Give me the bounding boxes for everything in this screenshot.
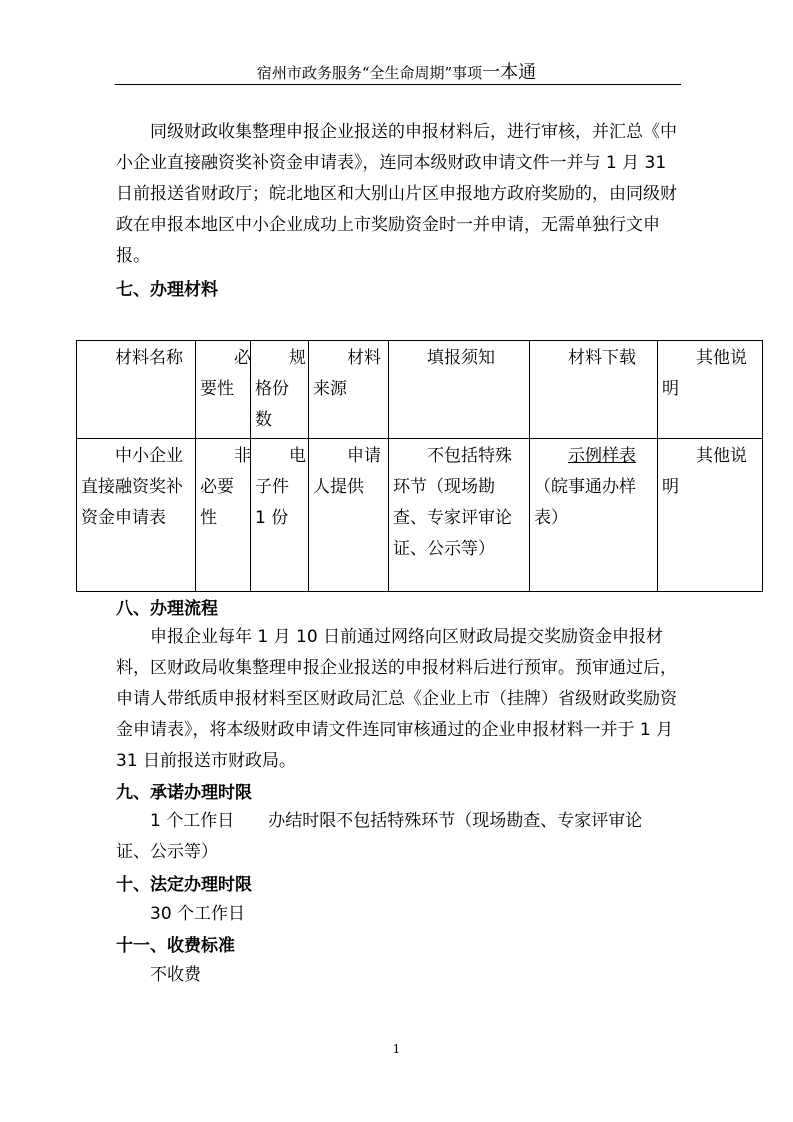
page-number: 1	[392, 1042, 401, 1056]
page-header	[0, 58, 793, 84]
cell-spec: 电子件 1 份	[251, 439, 309, 592]
section-9-line-1: 1 个工作日 办结时限不包括特殊环节（现场勘查、专家评审论	[150, 811, 643, 831]
section-8-heading: 八、办理流程	[116, 599, 218, 619]
section-9-heading: 九、承诺办理时限	[116, 783, 252, 803]
section-9-line-2: 证、公示等）	[116, 842, 218, 862]
header-rule	[115, 84, 681, 85]
intro-paragraph: 同级财政收集整理申报企业报送的申报材料后，进行审核，并汇总《中小企业直接融资奖补资金申请表》，连同本级财政申请文件一并与 1 月 31 日前报送省财政厅；皖北地区和大别山片区申报地方政府奖励的，由同级财政在申报本地区中小企业成功上市奖励资金时一并申请，无需单独行文申报。	[116, 122, 677, 266]
header-cell-necessity: 必要性	[196, 341, 251, 439]
cell-material-name: 中小企业直接融资奖补资金申请表	[77, 439, 196, 592]
header-title: 宿州市政务服务“全生命周期”事项	[256, 64, 483, 82]
table-row	[77, 439, 763, 592]
section-11-text: 不收费	[150, 965, 201, 985]
cell-necessity: 非必要性	[196, 439, 251, 592]
cell-download	[530, 439, 658, 592]
header-cell-download: 材料下载	[530, 341, 658, 439]
header-cell-source: 材料来源	[309, 341, 389, 439]
section-10-text: 30 个工作日	[150, 904, 246, 924]
cell-instructions: 不包括特殊环节（现场勘查、专家评审论证、公示等）	[389, 439, 530, 592]
cell-notes: 其他说明	[658, 439, 763, 592]
cell-source: 申请人提供	[309, 439, 389, 592]
table-header-row	[77, 341, 763, 439]
sample-form-note: （皖事通办样表）	[534, 477, 636, 528]
section-10-heading: 十、法定办理时限	[116, 875, 252, 895]
header-cell-material-name: 材料名称	[77, 341, 196, 439]
materials-table	[76, 340, 763, 592]
header-title-tail: 一本通	[482, 62, 537, 83]
header-cell-instructions: 填报须知	[389, 341, 530, 439]
section-7-heading: 七、办理材料	[116, 280, 218, 300]
header-cell-notes: 其他说明	[658, 341, 763, 439]
sample-form-link[interactable]: 示例样表	[568, 446, 636, 466]
section-11-heading: 十一、收费标准	[116, 936, 235, 956]
section-8-text: 申报企业每年 1 月 10 日前通过网络向区财政局提交奖励资金申报材料，区财政局收集整理申报企业报送的申报材料后进行预审。预审通过后，申请人带纸质申报材料至区财政局汇总《企业上市（挂牌）省级财政奖励资金申请表》，将本级财政申请文件连同审核通过的企业申报材料一并于 1 月 31 日前报送市财政局。	[116, 627, 677, 771]
header-cell-spec: 规格份数	[251, 341, 309, 439]
